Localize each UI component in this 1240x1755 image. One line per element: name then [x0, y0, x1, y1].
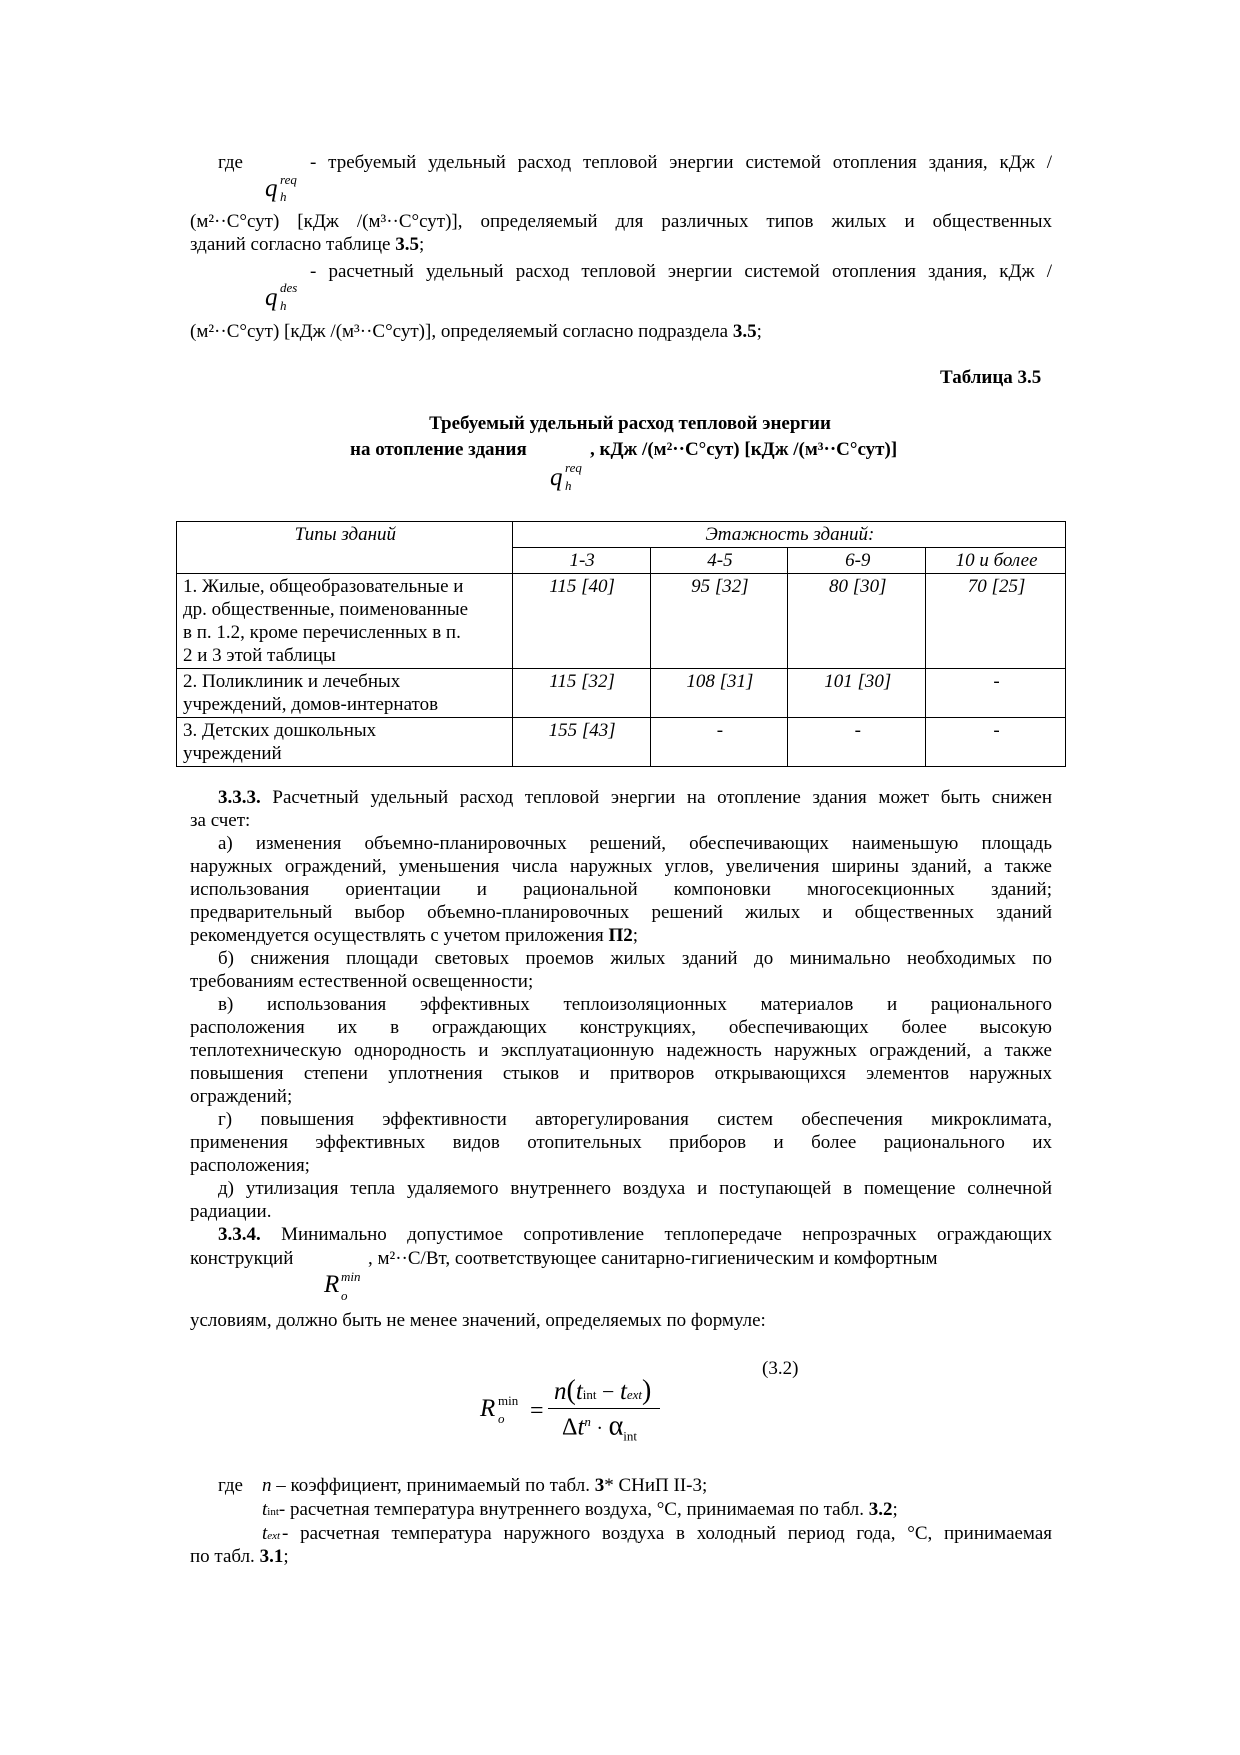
table-number: Таблица 3.5 [940, 367, 1042, 388]
legend-t-ext-sym: text [262, 1523, 281, 1544]
header-building-types: Типы зданий [177, 522, 513, 574]
cell-line: в п. 1.2, кроме перечисленных в п. [183, 622, 461, 643]
r-min-sup: min [341, 1269, 361, 1284]
caption-q-symbol: q [550, 464, 563, 491]
s333-a-line-5: рекомендуется осуществлять с учетом приложения П2; [190, 925, 639, 946]
row-value: 115 [40] [512, 574, 650, 669]
des-text-line-2: (м²··С°сут) [кДж /(м³··С°сут)], определяемый согласно подраздела 3.5; [190, 321, 762, 342]
s333-b-line-2: требованиям естественной освещенности; [190, 971, 534, 992]
formula-lhs-sub: o [498, 1411, 505, 1426]
s333-a-line-4: предварительный выбор объемно-планировочных решений жилых и общественных зданий [190, 902, 1052, 923]
s333-v-line-1: в) использования эффективных теплоизоляционных материалов и рационального [218, 994, 1052, 1015]
table-header-row [177, 522, 1066, 548]
s334-line-1: 3.3.4. Минимально допустимое сопротивление теплопередаче непрозрачных ограждающих [218, 1224, 1052, 1245]
s333-v-line-3: теплотехническую однородность и эксплуатационную надежность наружных ограждений, а также [190, 1040, 1052, 1061]
row-value: 101 [30] [788, 669, 926, 718]
req-text-line-1: - требуемый удельный расход тепловой энергии системой отопления здания, кДж / [310, 152, 1052, 173]
s333-b-line-1: б) снижения площади световых проемов жилых зданий до минимально необходимых по [218, 948, 1052, 969]
q-req-symbol: q [265, 175, 278, 202]
row-value: 95 [32] [650, 574, 788, 669]
s333-d-line-2: радиации. [190, 1201, 272, 1222]
s334-line-3: условиям, должно быть не менее значений, определяемых по формуле: [190, 1310, 766, 1331]
table-title-line-2b: , кДж /(м²··С°сут) [кДж /(м³··С°сут)] [590, 439, 898, 460]
s333-g-line-3: расположения; [190, 1155, 310, 1176]
s333-a-line-1: а) изменения объемно-планировочных решений, обеспечивающих наименьшую площадь [218, 833, 1052, 854]
q-des-symbol: q [265, 284, 278, 311]
s333-a-line-2: наружных ограждений, уменьшения числа наружных углов, увеличения ширины зданий, а также [190, 856, 1052, 877]
caption-q-sub: h [565, 478, 572, 493]
legend-t-ext-line-1: - расчетная температура наружного воздуха в холодный период года, °С, принимаемая [282, 1523, 1052, 1544]
r-min-sub: o [341, 1288, 348, 1303]
s333-v-line-5: ограждений; [190, 1086, 293, 1107]
formula-fraction-bar [548, 1408, 660, 1409]
s333-d-line-1: д) утилизация тепла удаляемого внутреннего воздуха и поступающей в помещение солнечной [218, 1178, 1052, 1199]
formula-equals: = [530, 1398, 544, 1424]
row-value: 80 [30] [788, 574, 926, 669]
table-title-line-2a: на отопление здания [350, 439, 527, 460]
header-floor-col: 6-9 [788, 548, 926, 574]
q-req-sup: req [280, 172, 297, 187]
cell-line: 1. Жилые, общеобразовательные и [183, 576, 464, 597]
table-title-line-1: Требуемый удельный расход тепловой энергии [429, 413, 831, 434]
cell-line: 3. Детских дошкольных [183, 720, 377, 741]
header-floor-col: 10 и более [926, 548, 1066, 574]
s333-v-line-2: расположения их в ограждающих конструкциях, обеспечивающих более высокую [190, 1017, 1052, 1038]
req-text-line-2: (м²··С°сут) [кДж /(м³··С°сут)], определяемый для различных типов жилых и общественных [190, 211, 1052, 232]
row-building-type [177, 718, 513, 767]
formula-numerator: n(tint − text) [554, 1375, 652, 1406]
formula-lhs-R: R [480, 1395, 496, 1422]
row-building-type [177, 574, 513, 669]
heat-demand-table [176, 521, 1066, 767]
s333-g-line-1: г) повышения эффективности авторегулирования систем обеспечения микроклимата, [218, 1109, 1052, 1130]
row-value: - [650, 718, 788, 767]
legend-t-int: tint- расчетная температура внутреннего воздуха, °С, принимаемая по табл. 3.2; [262, 1499, 898, 1520]
table-row [177, 669, 1066, 718]
row-value: 115 [32] [512, 669, 650, 718]
header-floors: Этажность зданий: [512, 522, 1065, 548]
s334-line-2a: конструкций [190, 1248, 294, 1269]
row-value: 108 [31] [650, 669, 788, 718]
cell-line: учреждений [183, 743, 282, 764]
header-floor-col: 1-3 [512, 548, 650, 574]
q-des-sup: des [280, 280, 298, 295]
row-value: 70 [25] [926, 574, 1066, 669]
row-value: 155 [43] [512, 718, 650, 767]
s333-line-2: за счет: [190, 810, 251, 831]
s333-g-line-2: применения эффективных видов отопительных приборов и более рационального их [190, 1132, 1052, 1153]
s334-line-2b: , м²··С/Вт, соответствующее санитарно-гигиеническим и комфортным [368, 1248, 938, 1269]
row-value: - [926, 669, 1066, 718]
header-floor-col: 4-5 [650, 548, 788, 574]
cell-line: учреждений, домов-интернатов [183, 694, 439, 715]
legend-n: n – коэффициент, принимаемый по табл. 3* СНиП II-3; [262, 1475, 708, 1496]
des-text-line-1: - расчетный удельный расход тепловой энергии системой отопления здания, кДж / [310, 261, 1052, 282]
row-building-type [177, 669, 513, 718]
legend-t-ext-line-2: по табл. 3.1; [190, 1546, 289, 1567]
s333-a-line-3: использования ориентации и рациональной компоновки многосекционных зданий; [190, 879, 1052, 900]
row-value: - [788, 718, 926, 767]
legend-where: где [218, 1475, 243, 1496]
s333-v-line-4: повышения степени уплотнения стыков и притворов открывающихся элементов наружных [190, 1063, 1052, 1084]
req-text-line-3: зданий согласно таблице 3.5; [190, 234, 425, 255]
q-des-sub: h [280, 298, 287, 313]
s333-line-1: 3.3.3. Расчетный удельный расход тепловой энергии на отопление здания может быть снижен [218, 787, 1052, 808]
table-row [177, 574, 1066, 669]
formula-denominator: $\Delta t^n \cdot \alpha_{int}$ [562, 1410, 637, 1444]
row-value: - [926, 718, 1066, 767]
r-min-symbol: R [324, 1271, 340, 1298]
q-req-sub: h [280, 189, 287, 204]
cell-line: 2 и 3 этой таблицы [183, 645, 336, 666]
cell-line: 2. Поликлиник и лечебных [183, 671, 401, 692]
formula-lhs-sup: min [498, 1393, 519, 1408]
where-word: где [218, 152, 243, 173]
cell-line: др. общественные, поименованные [183, 599, 469, 620]
formula-number: (3.2) [762, 1358, 799, 1379]
caption-q-sup: req [565, 460, 582, 475]
table-row [177, 718, 1066, 767]
